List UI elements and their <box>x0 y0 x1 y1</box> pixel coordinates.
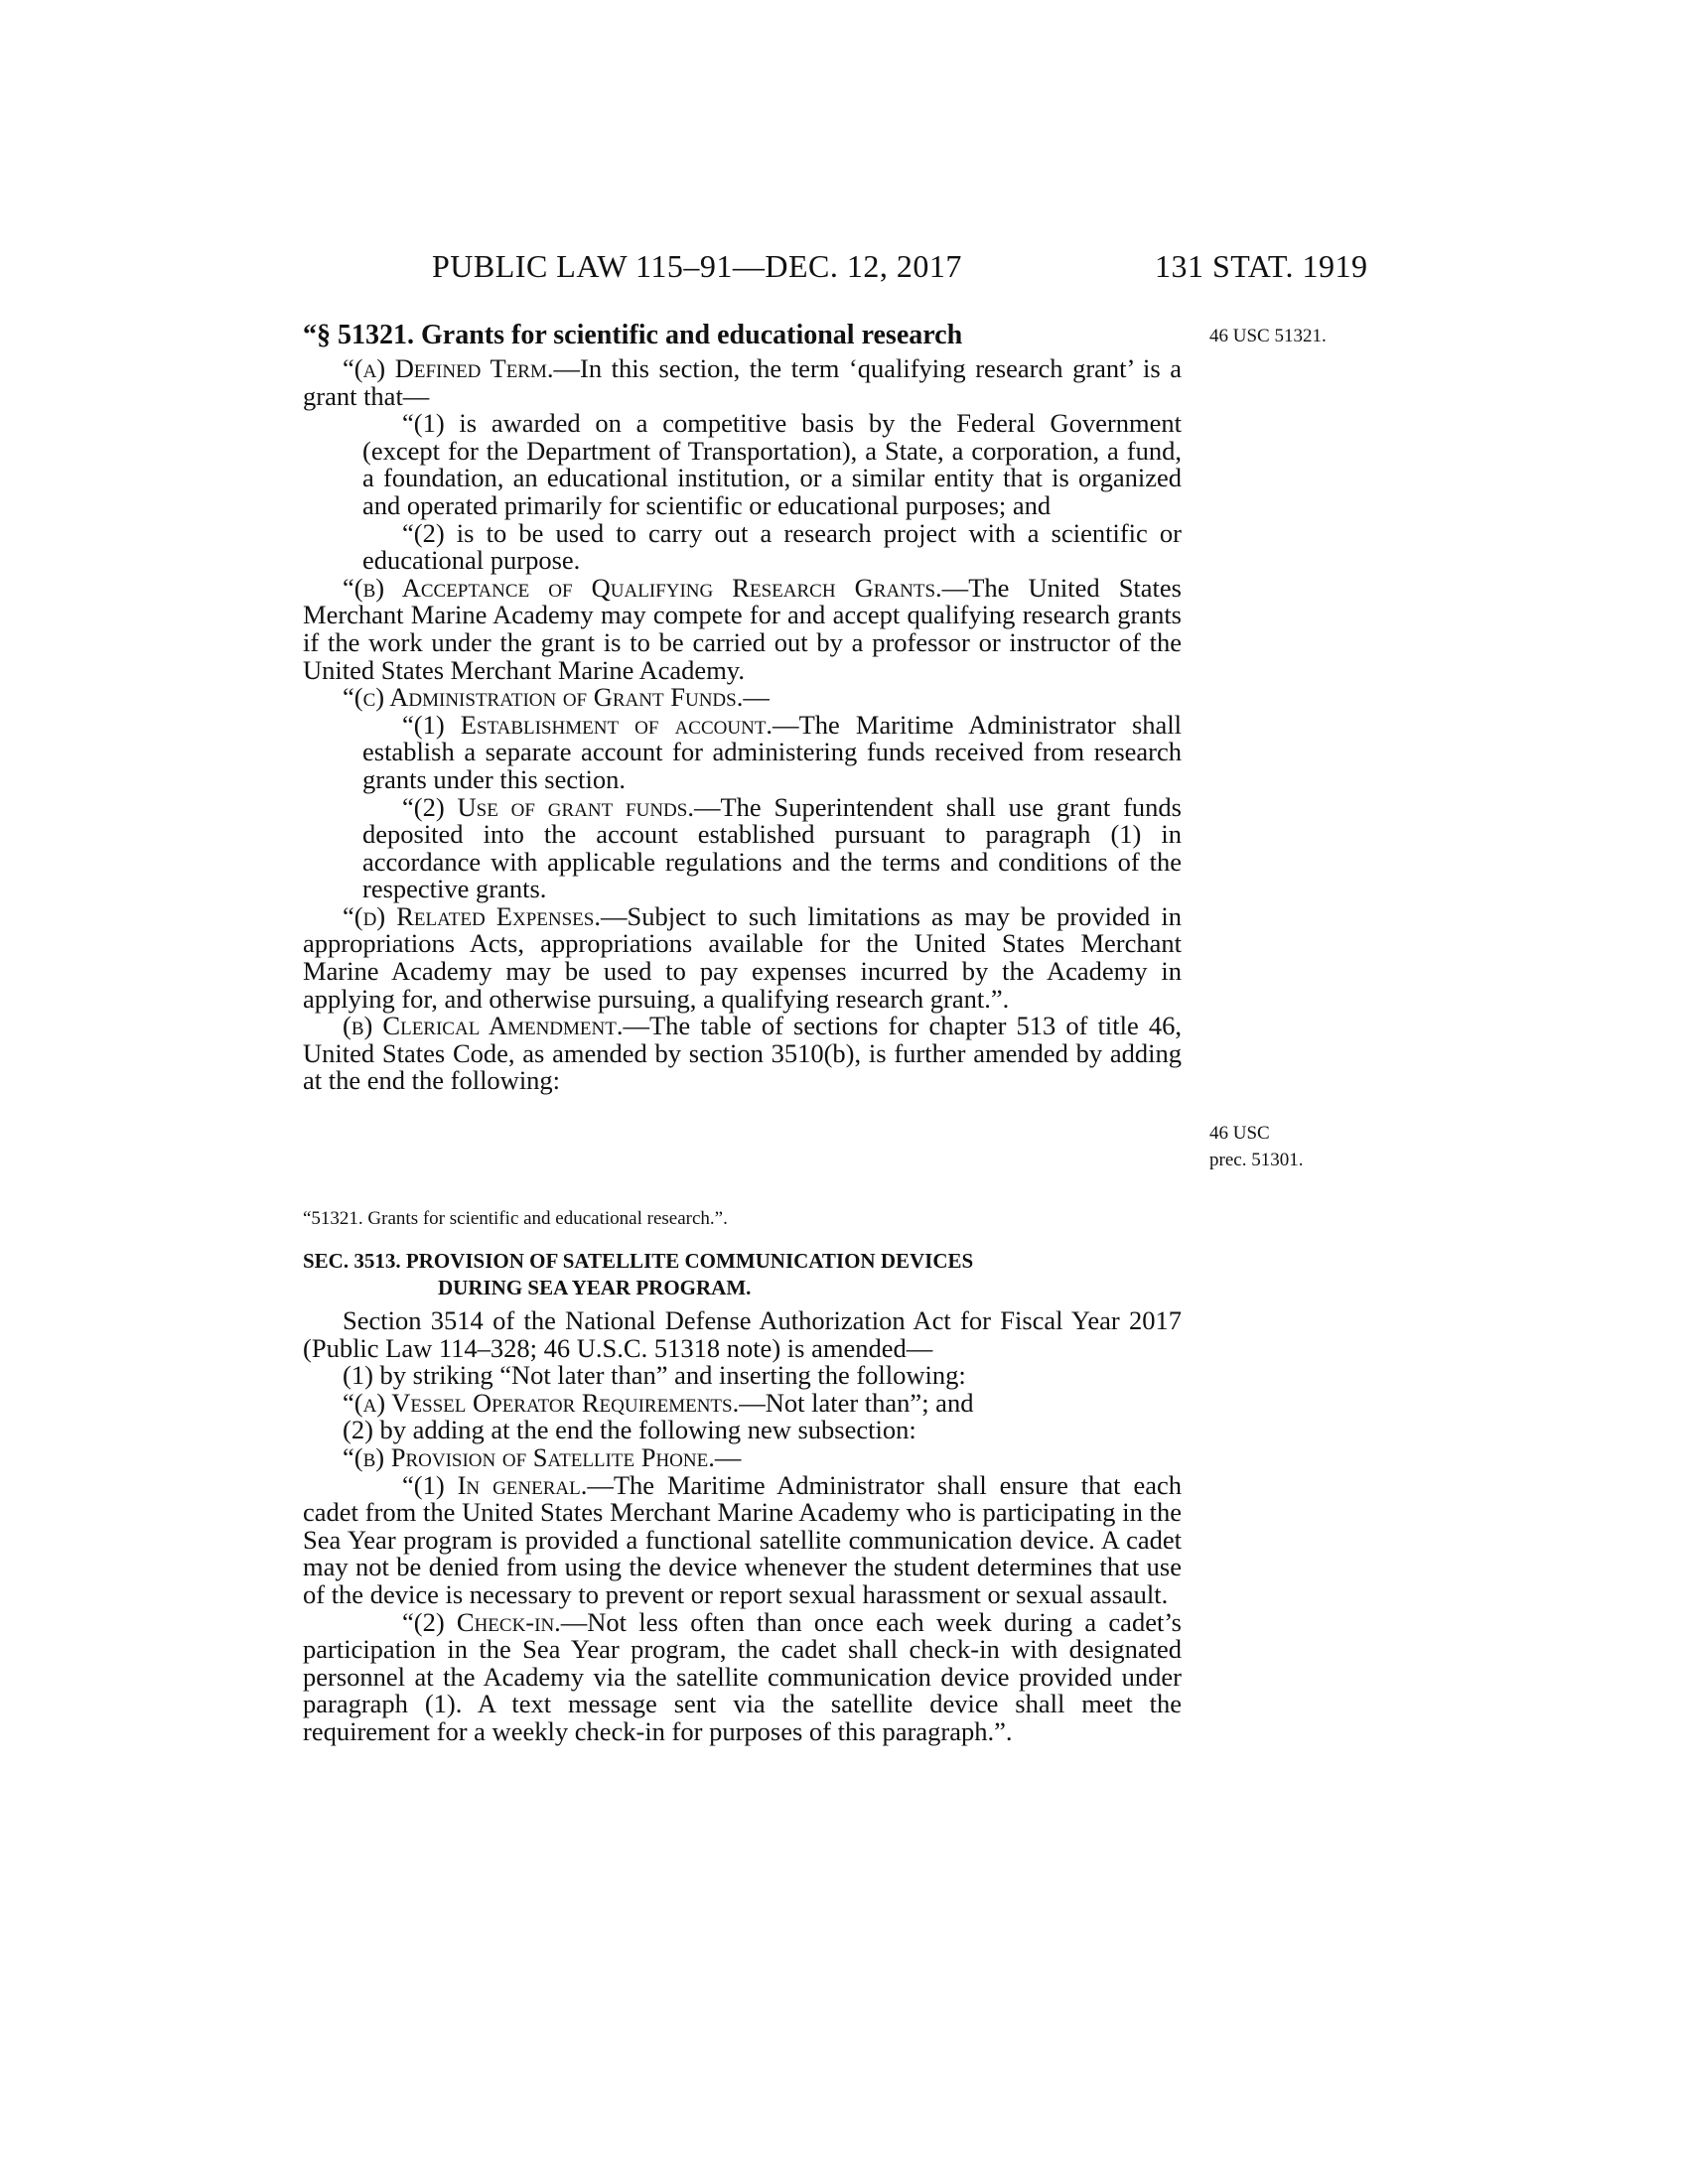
clerical-amendment-text: The table of sections for chapter 513 of title 46, United States Code, as amended by section 3510(b), is further amended by adding at the end the following: <box>303 1011 1182 1096</box>
clerical-amendment <box>303 1013 1182 1095</box>
paragraph-c2-heading: “(2) Use of grant funds.— <box>402 791 721 822</box>
new-paragraph-b1-heading: “(1) In general.— <box>402 1469 614 1500</box>
new-paragraph-b2-text: Not less often than once each week during a cadet’s participation in the Sea Year program, the cadet shall check-in with designated personnel at the Academy via the satellite communication device provided under paragraph (1). A text message sent via the satellite device shall meet the requirement for a weekly check-in for purposes of this paragraph.”. <box>303 1606 1182 1746</box>
paragraph-a2: “(2) is to be used to carry out a research project with a scientific or educational purpose. <box>362 517 1182 576</box>
paragraph-c1-text: The Maritime Administrator shall establish a separate account for administering funds received from research grants under this section. <box>362 709 1182 794</box>
paragraph-c2 <box>303 791 1182 904</box>
subsection-d-heading: “(d) Related Expenses.— <box>343 900 628 931</box>
new-subsection-b-heading: “(b) Provision of Satellite Phone.— <box>343 1441 742 1472</box>
table-of-sections-entry: “51321. Grants for scientific and educational research.”. <box>303 1208 728 1229</box>
margin-citation-2-line1: 46 USC <box>1209 1123 1270 1144</box>
amendment-item-2: (2) by adding at the end the following new subsection: <box>343 1415 916 1445</box>
new-paragraph-b1 <box>303 1469 1182 1609</box>
subsection-a <box>303 355 1182 410</box>
margin-citation: 46 USC 51321. <box>1209 326 1327 346</box>
new-subsection-b <box>303 1441 1182 1472</box>
subsection-c-heading: “(c) Administration of Grant Funds.— <box>343 682 770 713</box>
amendment-item-1-quote <box>303 1387 1182 1418</box>
paragraph-c2-text: The Superintendent shall use grant funds deposited into the account established pursuant to paragraph (1) in accordance with applicable regulations and the terms and conditions of the respective grants. <box>362 791 1182 904</box>
section-3513-title <box>303 1248 1182 1301</box>
clerical-amendment-heading: (b) Clerical Amendment.— <box>343 1011 649 1041</box>
section-3513-title-line2: DURING SEA YEAR PROGRAM. <box>438 1276 752 1299</box>
subsection-b <box>303 572 1182 685</box>
amendment-item-1: (1) by striking “Not later than” and inserting the following: <box>343 1360 966 1391</box>
section-body <box>303 355 1182 1095</box>
subsection-b-text: The United States Merchant Marine Academy may compete for and accept qualifying research grants if the work under the grant is to be carried out by a professor or instructor of the United States Merchant Marine Academy. <box>303 572 1182 685</box>
section-3513-intro: Section 3514 of the National Defense Authorization Act for Fiscal Year 2017 (Public Law 114–328; 46 U.S.C. 51318 note) is amended— <box>303 1305 1182 1363</box>
section-heading: “§ 51321. Grants for scientific and educational research <box>303 320 963 350</box>
section-3513-title-line1: SEC. 3513. PROVISION OF SATELLITE COMMUNICATION DEVICES <box>303 1249 974 1273</box>
paragraph-a1: “(1) is awarded on a competitive basis by the Federal Government (except for the Department of Transportation), a State, a corporation, a fund, a foundation, an educational institution, or a similar entity that is organized and operated primarily for scientific or educational purposes; and <box>362 408 1182 520</box>
paragraph-c1-heading: “(1) Establishment of account.— <box>402 709 799 740</box>
subsection-a-text: In this section, the term ‘qualifying research grant’ is a grant that— <box>303 353 1182 411</box>
running-header-right: 131 STAT. 1919 <box>1155 248 1368 284</box>
subsection-b-heading: “(b) Acceptance of Qualifying Research Grants.— <box>343 572 969 603</box>
subsection-d-text: Subject to such limitations as may be provided in appropriations Acts, appropriations available for the United States Merchant Marine Academy may be used to pay expenses incurred by the Academy in applying for, and otherwise pursuing, a qualifying research grant.”. <box>303 900 1182 1014</box>
amendment-item-1-quote-heading: “(a) Vessel Operator Requirements.— <box>343 1387 766 1418</box>
new-paragraph-b1-text: The Maritime Administrator shall ensure that each cadet from the United States Merchant Marine Academy who is participating in the Sea Year program is provided a functional satellite communication device. A cadet may not be denied from using the device whenever the student determines that use of the device is necessary to prevent or report sexual harassment or sexual assault. <box>303 1469 1182 1609</box>
new-paragraph-b2-heading: “(2) Check-in.— <box>402 1606 588 1637</box>
running-header-left: PUBLIC LAW 115–91—DEC. 12, 2017 <box>432 248 962 284</box>
subsection-c <box>303 684 1182 712</box>
new-paragraph-b2 <box>303 1606 1182 1746</box>
margin-citation-2-line2: prec. 51301. <box>1209 1150 1304 1170</box>
subsection-d <box>303 900 1182 1014</box>
section-3513-body <box>303 1307 1182 1746</box>
margin-citation-2 <box>1209 1120 1303 1173</box>
subsection-a-heading: “(a) Defined Term.— <box>343 353 580 383</box>
amendment-item-1-quote-text: Not later than”; and <box>765 1387 974 1418</box>
paragraph-c1 <box>303 709 1182 794</box>
